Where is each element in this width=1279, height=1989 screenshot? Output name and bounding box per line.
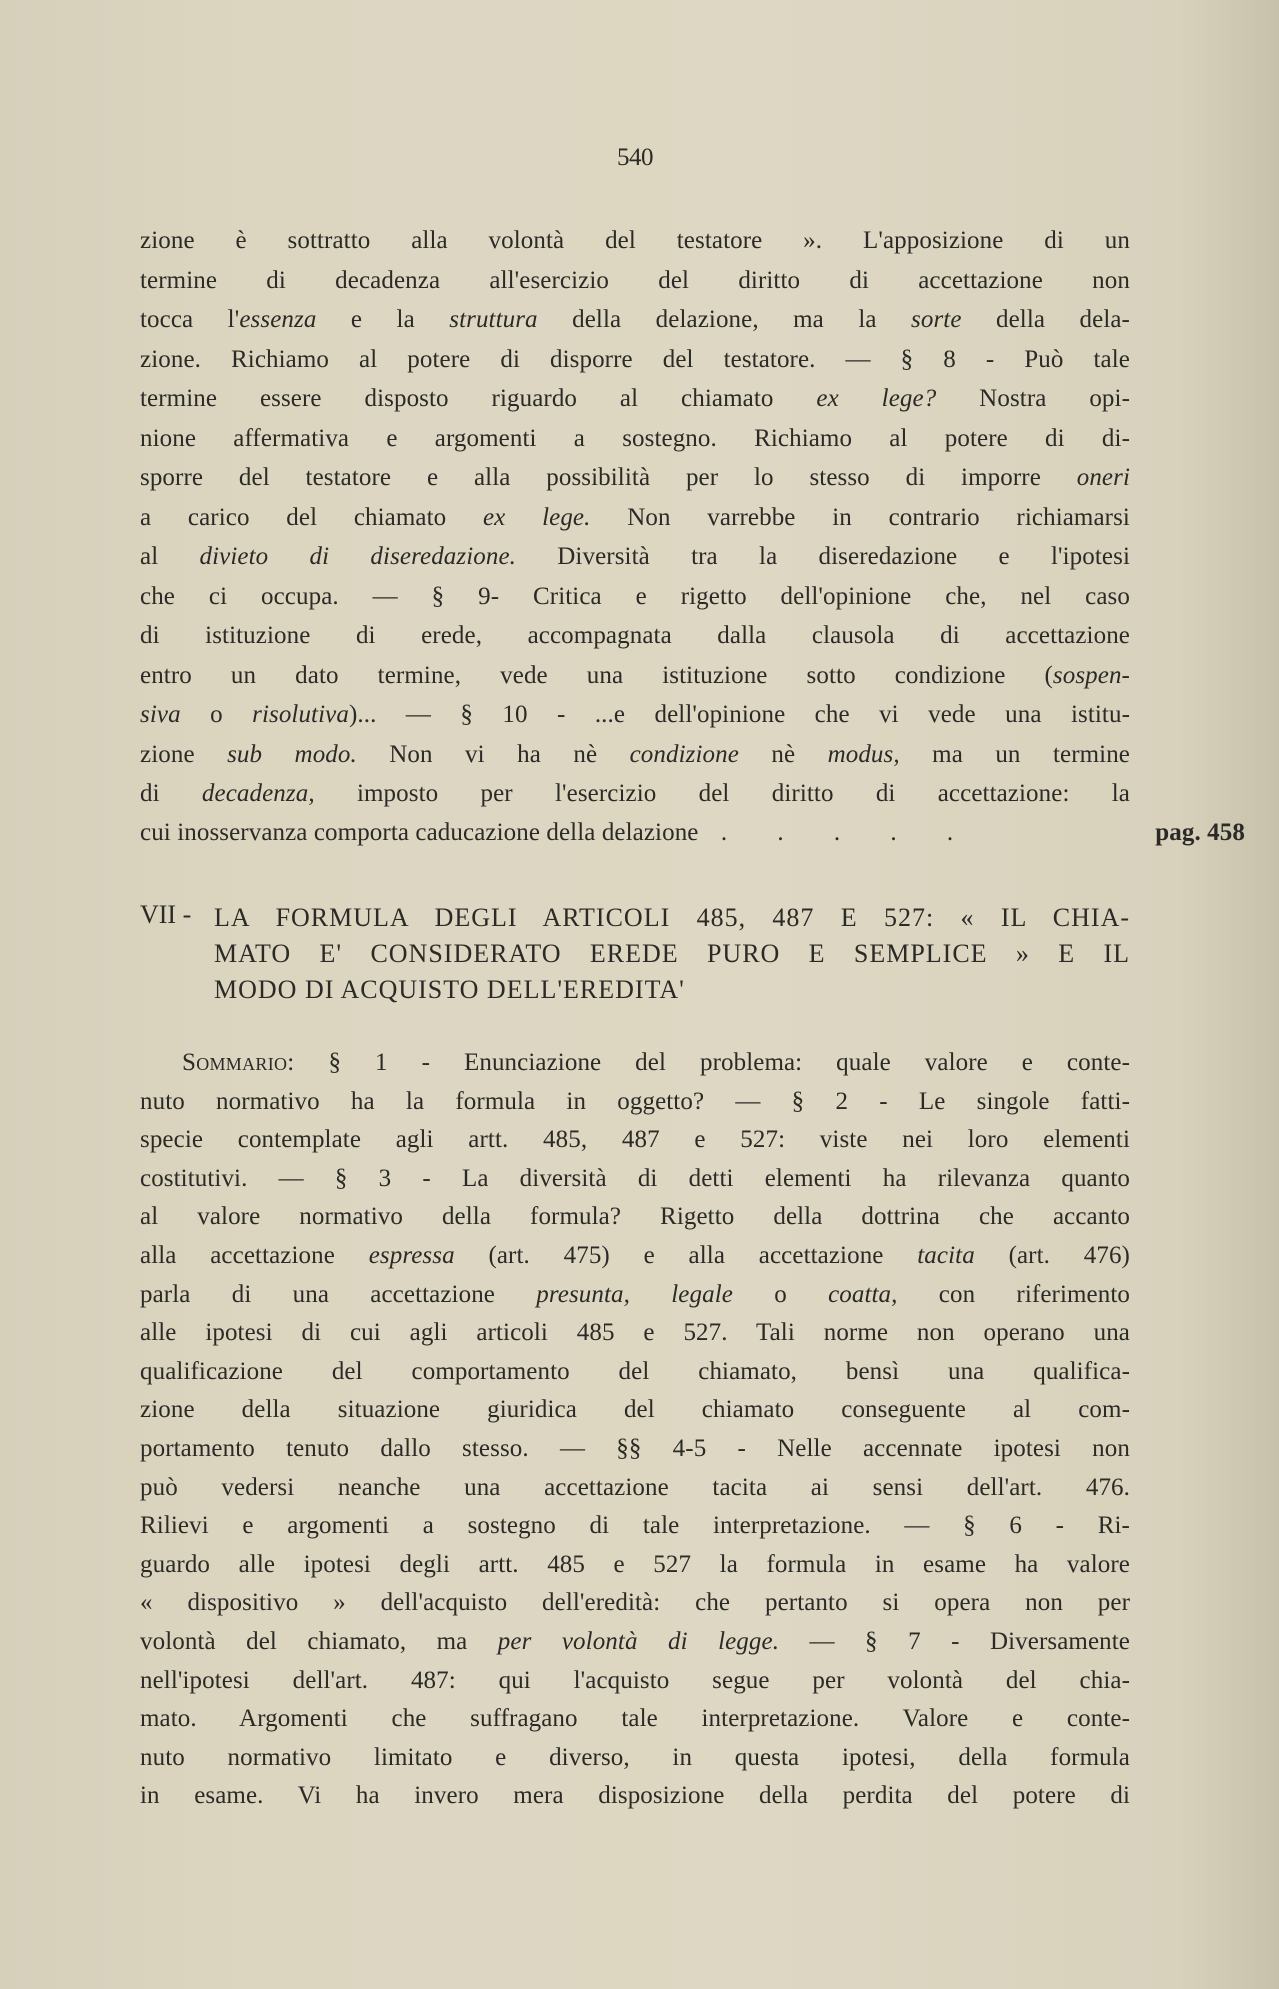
chapter-title-line: LA FORMULA DEGLI ARTICOLI 485, 487 E 527: « IL CHIA- <box>214 903 1130 932</box>
text-line <box>140 1584 1130 1623</box>
text-segment: « dispositivo » dell'acquisto dell'eredità: che pertanto si opera non per <box>140 1589 1130 1617</box>
text-line <box>140 1276 1130 1315</box>
text-line <box>140 695 1130 735</box>
text-line <box>140 221 1130 261</box>
italic-segment: sospen- <box>1052 661 1130 689</box>
text-segment: (art. 476) <box>974 1241 1130 1269</box>
italic-segment: sub modo. <box>227 740 357 768</box>
text-segment: nuto normativo limitato e diverso, in questa ipotesi, della formula <box>140 1743 1130 1771</box>
text-segment: parla di una accettazione <box>140 1280 537 1308</box>
text-line <box>140 1739 1130 1778</box>
text-line <box>140 1777 1130 1816</box>
text-segment: portamento tenuto dallo stesso. — §§ 4-5 - Nelle accennate ipotesi non <box>140 1434 1130 1462</box>
italic-segment: sorte <box>911 306 962 333</box>
italic-segment: decadenza, <box>201 780 315 807</box>
italic-segment: struttura <box>449 306 538 333</box>
text-line <box>140 1391 1130 1430</box>
text-segment: zione è sottratto alla volontà del testatore ». L'apposizione di un <box>140 227 1130 254</box>
page-reference: pag. 458 <box>1155 819 1245 846</box>
text-segment: zione della situazione giuridica del chiamato conseguente al com- <box>140 1396 1130 1424</box>
italic-segment: modus, <box>827 740 900 768</box>
italic-segment: siva <box>140 701 181 728</box>
text-segment: Rilievi e argomenti a sostegno di tale interpretazione. — § 6 - Ri- <box>140 1512 1130 1540</box>
text-segment: nell'ipotesi dell'art. 487: qui l'acquisto segue per volontà del chia- <box>140 1666 1130 1694</box>
italic-segment: essenza <box>239 306 317 333</box>
italic-segment: coatta, <box>828 1280 898 1308</box>
text-segment: specie contemplate agli artt. 485, 487 e 527: viste nei loro elementi <box>140 1126 1130 1154</box>
text-line <box>140 300 1130 340</box>
text-line <box>140 774 1130 814</box>
text-line <box>140 1237 1130 1276</box>
text-segment: guardo alle ipotesi degli artt. 485 e 527 la formula in esame ha valore <box>140 1550 1130 1578</box>
text-segment: sporre del testatore e alla possibilità per lo stesso di imporre <box>140 464 1077 491</box>
text-line <box>140 537 1130 577</box>
dot-leader: . . . . . <box>720 819 976 846</box>
italic-segment: per volontà di legge. <box>497 1627 780 1655</box>
text-line <box>140 1198 1130 1237</box>
summary-paragraph <box>140 1044 1130 1816</box>
text-segment: con riferimento <box>897 1280 1130 1308</box>
text-segment: )... — § 10 - ...e dell'opinione che vi vede una istitu- <box>348 701 1130 728</box>
text-segment: nione affermativa e argomenti a sostegno. Richiamo al potere di di- <box>140 424 1130 452</box>
text-segment: volontà del chiamato, ma <box>140 1627 498 1655</box>
text-segment: nè <box>738 740 828 768</box>
text-segment: zione <box>140 740 228 768</box>
chapter-title-line: MATO E' CONSIDERATO EREDE PURO E SEMPLICE » E IL <box>214 939 1130 968</box>
toc-entry-last-line <box>140 813 1245 853</box>
italic-segment: tacita <box>917 1241 975 1269</box>
text-segment: alla accettazione <box>140 1241 369 1269</box>
text-segment: che ci occupa. — § 9- Critica e rigetto dell'opinione che, nel caso <box>140 582 1130 610</box>
text-line <box>140 656 1130 696</box>
text-segment: mato. Argomenti che suffragano tale interpretazione. Valore e conte- <box>140 1705 1130 1733</box>
italic-segment: espressa <box>368 1241 455 1269</box>
text-segment: entro un dato termine, vede una istituzione sotto condizione ( <box>140 661 1053 689</box>
text-line <box>140 379 1130 419</box>
chapter-heading <box>140 900 1130 1008</box>
text-segment: di <box>140 780 202 807</box>
text-segment: nuto normativo ha la formula in oggetto? — § 2 - Le singole fatti- <box>140 1087 1130 1115</box>
text-segment: imposto per l'esercizio del diritto di accettazione: la <box>314 780 1130 807</box>
text-line <box>140 1623 1130 1662</box>
text-segment: ma un termine <box>899 740 1131 768</box>
text-segment: alle ipotesi di cui agli articoli 485 e 527. Tali norme non operano una <box>140 1319 1130 1347</box>
text-segment: al <box>140 543 200 570</box>
italic-segment: divieto di diseredazione. <box>199 543 517 570</box>
text-line <box>140 419 1130 459</box>
text-line <box>140 458 1130 498</box>
text-segment: di istituzione di erede, accompagnata dalla clausola di accettazione <box>140 622 1130 649</box>
text-segment: termine essere disposto riguardo al chiamato <box>140 385 817 412</box>
toc-row <box>140 813 1245 853</box>
text-segment: in esame. Vi ha invero mera disposizione della perdita del potere di <box>140 1782 1130 1810</box>
text-segment: o <box>180 701 253 728</box>
text-segment: della dela- <box>961 306 1130 333</box>
italic-segment: ex lege. <box>482 503 591 531</box>
text-segment: a carico del chiamato <box>140 503 483 531</box>
chapter-title <box>214 900 1130 1008</box>
text-line <box>140 1160 1130 1199</box>
italic-segment: condizione <box>629 740 739 768</box>
chapter-number: VII - <box>140 900 192 929</box>
text-line <box>140 1507 1130 1546</box>
text-segment: al valore normativo della formula? Rigetto della dottrina che accanto <box>140 1203 1130 1231</box>
text-segment: qualificazione del comportamento del chiamato, bensì una qualifica- <box>140 1357 1130 1385</box>
text-line <box>140 261 1130 301</box>
summary-label: Sommario: <box>182 1049 295 1076</box>
text-segment: zione. Richiamo al potere di disporre del testatore. — § 8 - Può tale <box>140 345 1130 373</box>
text-segment: Non varrebbe in contrario richiamarsi <box>590 503 1130 531</box>
italic-segment: ex lege? <box>816 385 937 412</box>
text-line <box>140 577 1130 617</box>
text-segment: Diversità tra la diseredazione e l'ipotesi <box>516 543 1130 570</box>
text-line <box>140 1353 1130 1392</box>
text-segment: può vedersi neanche una accettazione tacita ai sensi dell'art. 476. <box>140 1473 1130 1501</box>
text-segment: (art. 475) e alla accettazione <box>454 1241 918 1269</box>
text-line <box>140 616 1130 656</box>
text-line <box>140 1083 1130 1122</box>
text-line <box>140 1469 1130 1508</box>
text-segment: § 1 - Enunciazione del problema: quale valore e conte- <box>294 1049 1130 1076</box>
text-segment: della delazione, ma la <box>537 306 912 333</box>
italic-segment: risolutiva <box>252 701 349 728</box>
text-segment: e la <box>316 306 450 333</box>
text-line <box>140 1044 1130 1083</box>
italic-segment: oneri <box>1076 464 1130 491</box>
summary-continuation-paragraph <box>140 221 1130 814</box>
text-line <box>140 1121 1130 1160</box>
text-segment: tocca l' <box>140 306 240 333</box>
text-line <box>140 1662 1130 1701</box>
italic-segment: presunta, legale <box>536 1280 733 1308</box>
text-segment: termine di decadenza all'esercizio del diritto di accettazione non <box>140 266 1130 294</box>
chapter-title-line: MODO DI ACQUISTO DELL'EREDITA' <box>214 975 685 1004</box>
text-line <box>140 1700 1130 1739</box>
text-segment: o <box>732 1280 829 1308</box>
text-segment: Nostra opi- <box>936 385 1130 412</box>
page-number: 540 <box>617 144 653 171</box>
text-line <box>140 1546 1130 1585</box>
toc-line-text: cui inosservanza comporta caducazione della delazione <box>140 819 699 846</box>
text-line <box>140 340 1130 380</box>
text-line <box>140 1430 1130 1469</box>
text-line <box>140 498 1130 538</box>
text-segment: costitutivi. — § 3 - La diversità di detti elementi ha rilevanza quanto <box>140 1164 1130 1192</box>
text-line <box>140 735 1130 775</box>
text-line <box>140 1314 1130 1353</box>
text-segment: Non vi ha nè <box>356 740 630 768</box>
text-segment: — § 7 - Diversamente <box>779 1627 1130 1655</box>
